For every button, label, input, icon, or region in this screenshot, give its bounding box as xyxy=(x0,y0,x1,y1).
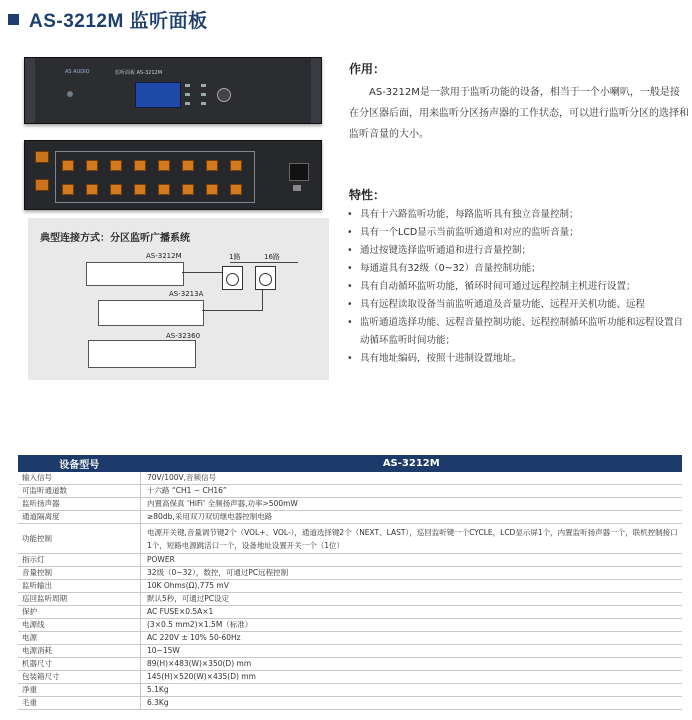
terminal-icon xyxy=(158,160,170,171)
table-row xyxy=(18,606,682,619)
table-row xyxy=(18,554,682,567)
connection-diagram xyxy=(28,218,329,380)
spec-key: 巡回监听周期 xyxy=(18,593,141,606)
spec-value: 内置高保真 ‘HiFi’ 全频扬声器,功率>500mW xyxy=(141,498,683,511)
feature-item: • 具有一个LCD显示当前监听通道和对应的监听音量； xyxy=(345,224,690,242)
spec-header-value: AS-3212M xyxy=(141,455,683,472)
rack-ear-right xyxy=(311,58,321,123)
diagram-wire xyxy=(230,262,298,263)
feature-item: • 具有地址编码，按照十进制设置地址。 xyxy=(345,350,690,368)
speaker-label: 16路 xyxy=(264,253,280,261)
spec-key: 通道隔离度 xyxy=(18,511,141,524)
table-row xyxy=(18,632,682,645)
terminal-icon xyxy=(86,184,98,195)
features-heading: 特性： xyxy=(349,188,386,202)
diagram-title: 典型连接方式：分区监听广播系统 xyxy=(40,233,190,244)
device-front-panel-image xyxy=(24,57,322,124)
features-list xyxy=(345,206,690,368)
diagram-unit-label: AS-32360 xyxy=(166,332,201,340)
table-row xyxy=(18,567,682,580)
spec-key: 功能控制 xyxy=(18,524,141,554)
table-row xyxy=(18,498,682,511)
diagram-unit-label: AS-3212M xyxy=(146,252,182,260)
diagram-unit-host xyxy=(88,340,196,368)
spec-value: 10K Ohms(Ω),775 mV xyxy=(141,580,683,593)
spec-table-header xyxy=(18,455,682,472)
table-row xyxy=(18,619,682,632)
terminal-icon xyxy=(35,151,49,163)
spec-header-key: 设备型号 xyxy=(18,455,141,472)
table-row xyxy=(18,697,682,710)
terminal-icon xyxy=(86,160,98,171)
diagram-unit-zone xyxy=(98,300,204,326)
speaker-icon xyxy=(222,266,243,290)
front-model-text: 监听面板 AS-3212M xyxy=(115,70,163,76)
diagram-unit-label: AS-3213A xyxy=(169,290,204,298)
terminal-icon xyxy=(182,184,194,195)
spec-key: 指示灯 xyxy=(18,554,141,567)
terminal-icon xyxy=(62,160,74,171)
diagram-wire xyxy=(202,310,262,311)
front-button xyxy=(201,102,206,105)
terminal-icon xyxy=(62,184,74,195)
spec-key: 电源 xyxy=(18,632,141,645)
spec-key: 音量控制 xyxy=(18,567,141,580)
spec-key: 保护 xyxy=(18,606,141,619)
front-button xyxy=(185,84,190,87)
spec-value: (3×0.5 mm2)×1.5M（标准） xyxy=(141,619,683,632)
spec-key: 电源消耗 xyxy=(18,645,141,658)
spec-value: 145(H)×520(W)×435(D) mm xyxy=(141,671,683,684)
table-row xyxy=(18,658,682,671)
rack-ear-left xyxy=(25,58,35,123)
lcd-display xyxy=(135,82,181,108)
feature-item: • 每通道具有32级（0~32）音量控制功能； xyxy=(345,260,690,278)
spec-value: 5.1Kg xyxy=(141,684,683,697)
spec-value: 32级（0~32），数控，可通过PC远程控制 xyxy=(141,567,683,580)
feature-item: • 具有远程读取设备当前监听通道及音量功能、远程开关机功能、远程 xyxy=(345,296,690,314)
front-button xyxy=(201,84,206,87)
function-heading: 作用： xyxy=(349,62,386,76)
table-row xyxy=(18,580,682,593)
terminal-icon xyxy=(182,160,194,171)
terminal-icon xyxy=(158,184,170,195)
power-led-icon xyxy=(67,91,73,97)
terminal-icon xyxy=(230,160,242,171)
spec-value: AC FUSE×0.5A×1 xyxy=(141,606,683,619)
feature-item: • 监听通道选择功能、远程音量控制功能、远程控制循环监听功能和远程设置自动循环监听时间功能； xyxy=(345,314,690,350)
table-row xyxy=(18,684,682,697)
feature-item: • 具有十六路监听功能，每路监听具有独立音量控制； xyxy=(345,206,690,224)
spec-key: 机器尺寸 xyxy=(18,658,141,671)
front-button xyxy=(201,93,206,96)
spec-key: 可监听通道数 xyxy=(18,485,141,498)
spec-value: 电源开关键,音量调节键2个（VOL+、VOL-），通道选择键2个（NEXT、LAST），巡回监听键一个CYCLE，LCD显示屏1个，内置监听扬声器一个，联机控制接口1个，短路电源跳活口一个，设备地址设置开关一个（1位） xyxy=(141,524,683,554)
spec-value: ≥80db,采用双刀双切继电器控制电路 xyxy=(141,511,683,524)
table-row xyxy=(18,671,682,684)
speaker-label: 1路 xyxy=(229,253,241,261)
terminal-icon xyxy=(134,184,146,195)
terminal-icon xyxy=(35,179,49,191)
terminal-icon xyxy=(110,184,122,195)
table-row xyxy=(18,645,682,658)
spec-key: 输入信号 xyxy=(18,472,141,485)
spec-value: 10~15W xyxy=(141,645,683,658)
terminal-icon xyxy=(230,184,242,195)
spec-value: AC 220V ± 10% 50-60Hz xyxy=(141,632,683,645)
front-button xyxy=(185,93,190,96)
table-row xyxy=(18,511,682,524)
volume-knob-icon xyxy=(217,88,231,102)
terminal-icon xyxy=(206,184,218,195)
speaker-icon xyxy=(255,266,276,290)
device-rear-panel-image xyxy=(24,140,322,210)
function-text: AS-3212M是一款用于监听功能的设备，相当于一个小喇叭，一般是接在分区器后面，用来监听分区扬声器的工作状态，可以进行监听分区的选择和监听音量的大小。 xyxy=(349,87,689,140)
spec-key: 监听输出 xyxy=(18,580,141,593)
table-row xyxy=(18,485,682,498)
spec-key: 电源线 xyxy=(18,619,141,632)
front-brand-text: AS AUDIO xyxy=(65,69,90,75)
page-title-row xyxy=(8,8,208,30)
spec-key: 毛重 xyxy=(18,697,141,710)
terminal-icon xyxy=(134,160,146,171)
front-button xyxy=(185,102,190,105)
spec-value: 十六路 “CH1 ~ CH16” xyxy=(141,485,683,498)
table-row xyxy=(18,472,682,485)
spec-value: POWER xyxy=(141,554,683,567)
table-row xyxy=(18,593,682,606)
power-switch-icon xyxy=(293,185,301,191)
spec-value: 默认5秒，可通过PC设定 xyxy=(141,593,683,606)
spec-value: 6.3Kg xyxy=(141,697,683,710)
diagram-unit-monitor xyxy=(86,262,184,286)
spec-value: 70V/100V,音频信号 xyxy=(141,472,683,485)
spec-value: 89(H)×483(W)×350(D) mm xyxy=(141,658,683,671)
diagram-wire xyxy=(262,288,263,311)
feature-item: • 具有自动循环监听功能，循环时间可通过远程控制主机进行设置； xyxy=(345,278,690,296)
page-title: AS-3212M 监听面板 xyxy=(29,10,208,32)
spec-table xyxy=(18,455,682,710)
spec-key: 净重 xyxy=(18,684,141,697)
table-row xyxy=(18,524,682,554)
title-square-icon xyxy=(8,14,19,25)
power-socket-icon xyxy=(289,163,309,181)
input-terminal-block xyxy=(55,151,255,203)
terminal-icon xyxy=(206,160,218,171)
terminal-icon xyxy=(110,160,122,171)
feature-item: • 通过按键选择监听通道和进行音量控制； xyxy=(345,242,690,260)
spec-key: 包装箱尺寸 xyxy=(18,671,141,684)
spec-key: 监听扬声器 xyxy=(18,498,141,511)
